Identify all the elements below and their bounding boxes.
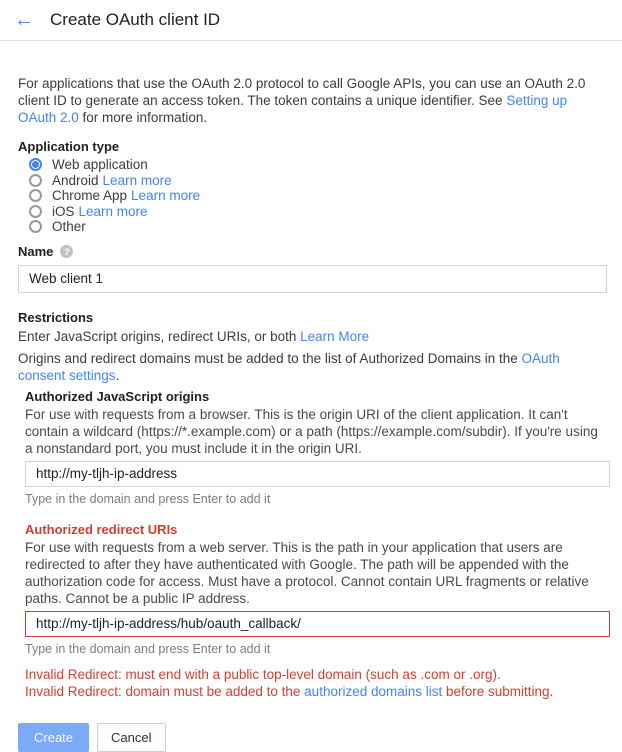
radio-option-label: Chrome App — [52, 188, 128, 204]
redirect-uris-title: Authorized redirect URIs — [25, 521, 178, 537]
form-content — [0, 75, 622, 752]
back-button[interactable] — [10, 6, 38, 34]
js-origins-description: For use with requests from a browser. This is the origin URI of the client application. It can't contain a wildcard (https://*.example.com) or a path (https://example.com/subdir). If you're using a nonstandard port, you must include it in the origin URI. — [25, 406, 598, 456]
learn-more-link[interactable]: Learn more — [131, 188, 201, 204]
application-type-radio-group — [18, 157, 604, 235]
error-message-domain — [25, 683, 604, 700]
error-domain-suffix: before submitting. — [442, 683, 554, 699]
radio-option-label: Web application — [52, 157, 148, 173]
learn-more-link[interactable]: Learn more — [78, 203, 148, 219]
radio-option-ios[interactable] — [18, 204, 604, 220]
setting-up-oauth-link[interactable]: Setting up OAuth 2.0 — [18, 93, 568, 125]
restrictions-line2-text: Origins and redirect domains must be added to the list of Authorized Domains in the — [18, 350, 522, 366]
js-origins-section — [25, 389, 604, 506]
restrictions-title: Restrictions — [18, 309, 94, 325]
js-origins-input[interactable] — [25, 461, 610, 487]
help-icon[interactable]: ? — [60, 245, 73, 258]
error-domain-prefix: Invalid Redirect: domain must be added to the — [25, 683, 305, 699]
restrictions-line1 — [18, 328, 604, 345]
js-origins-title: Authorized JavaScript origins — [25, 388, 210, 404]
validation-errors — [25, 666, 604, 700]
name-label-row — [18, 244, 604, 260]
radio-option-label: Other — [52, 219, 86, 235]
radio-option-label: iOS — [52, 203, 75, 219]
radio-option-label: Android — [52, 172, 99, 188]
intro-paragraph — [18, 75, 596, 126]
radio-option-android[interactable] — [18, 173, 604, 189]
learn-more-link[interactable]: Learn more — [102, 172, 172, 188]
back-arrow-icon: ← — [14, 9, 34, 31]
redirect-uris-helper-text: Type in the domain and press Enter to add it — [25, 641, 271, 656]
oauth-consent-settings-link[interactable]: OAuth consent settings — [18, 350, 560, 383]
error-message-tld: Invalid Redirect: must end with a public top-level domain (such as .com or .org). — [25, 666, 501, 682]
radio-selected-icon[interactable] — [29, 158, 42, 171]
radio-unselected-icon[interactable] — [29, 205, 42, 218]
radio-option-other[interactable] — [18, 219, 604, 235]
radio-unselected-icon[interactable] — [29, 220, 42, 233]
radio-option-web-application[interactable] — [18, 157, 604, 173]
page-header — [0, 0, 622, 41]
js-origins-helper-text: Type in the domain and press Enter to add it — [25, 491, 271, 506]
form-actions — [18, 723, 604, 752]
redirect-uris-description: For use with requests from a web server. This is the path in your application that users are redirected to after they have authenticated with Google. The path will be appended with the authorization code for access. Must have a protocol. Cannot contain URL fragments or relative paths. Cannot be a public IP address. — [25, 539, 589, 606]
redirect-uris-input[interactable] — [25, 611, 610, 637]
radio-unselected-icon[interactable] — [29, 189, 42, 202]
create-button[interactable]: Create — [18, 723, 89, 752]
page-title: Create OAuth client ID — [50, 10, 221, 29]
authorized-domains-list-link[interactable]: authorized domains list — [304, 683, 443, 699]
restrictions-line1-text: Enter JavaScript origins, redirect URIs, or both — [18, 328, 301, 344]
cancel-button[interactable]: Cancel — [97, 723, 165, 752]
redirect-uris-section — [25, 522, 604, 656]
application-type-label: Application type — [18, 139, 120, 154]
restrictions-learn-more-link[interactable]: Learn More — [300, 328, 370, 344]
restrictions-line2 — [18, 350, 604, 384]
intro-text-before: For applications that use the OAuth 2.0 protocol to call Google APIs, you can use an OAuth 2.0 client ID to generate an access token. The token contains a unique identifier. See — [18, 76, 586, 108]
radio-option-chrome-app[interactable] — [18, 188, 604, 204]
name-label: Name — [18, 243, 54, 259]
restrictions-line2-suffix: . — [115, 367, 120, 383]
intro-text-after: for more information. — [78, 110, 208, 125]
name-input[interactable] — [18, 265, 607, 293]
radio-unselected-icon[interactable] — [29, 174, 42, 187]
